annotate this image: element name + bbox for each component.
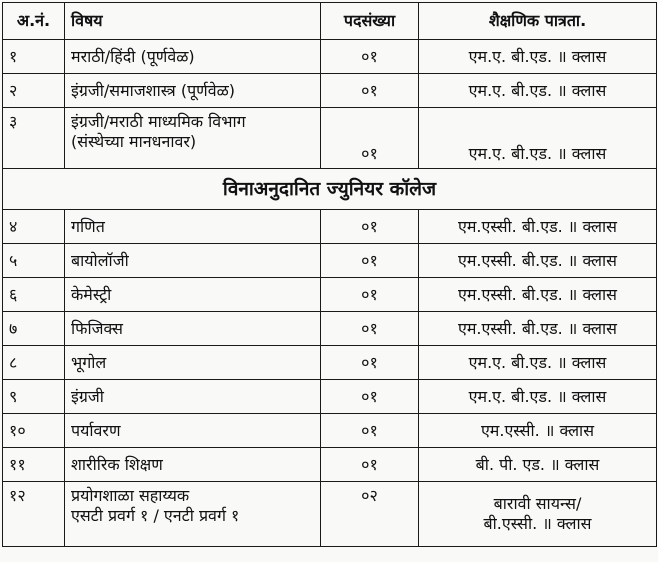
row-subject: बायोलॉजी [65, 244, 321, 278]
row-qualification: एम.एस्सी. ॥ क्लास [419, 414, 657, 448]
row-number: ११ [3, 448, 65, 482]
table-row [3, 346, 657, 380]
table-row [3, 278, 657, 312]
row-subject: पर्यावरण [65, 414, 321, 448]
section-title: विनाअनुदानित ज्युनियर कॉलेज [3, 169, 657, 210]
row-subject-line-1: प्रयोगशाळा सहाय्यक [71, 486, 190, 505]
table-row [3, 380, 657, 414]
row-qualification: एम.ए. बी.एड. ॥ क्लास [419, 40, 657, 74]
row-posts: ०१ [321, 244, 419, 278]
row-number: ९ [3, 380, 65, 414]
header-subject: विषय [65, 3, 321, 40]
row-number: ४ [3, 210, 65, 244]
row-posts: ०१ [321, 108, 419, 169]
row-posts: ०१ [321, 448, 419, 482]
row-qualification: एम.ए. बी.एड. ॥ क्लास [419, 346, 657, 380]
row-qualification [419, 482, 657, 547]
row-qualification: एम.एस्सी. बी.एड. ॥ क्लास [419, 312, 657, 346]
row-qualification-line-2: बी.एस्सी. ॥ क्लास [483, 514, 592, 533]
row-subject: शारीरिक शिक्षण [65, 448, 321, 482]
row-qualification: एम.एस्सी. बी.एड. ॥ क्लास [419, 244, 657, 278]
row-posts: ०१ [321, 210, 419, 244]
row-number: १ [3, 40, 65, 74]
row-posts: ०१ [321, 380, 419, 414]
vacancy-table [2, 2, 657, 547]
row-qualification: बी. पी. एड. ॥ क्लास [419, 448, 657, 482]
row-qualification: एम.एस्सी. बी.एड. ॥ क्लास [419, 278, 657, 312]
row-number: १० [3, 414, 65, 448]
row-qualification-line-1: बारावी सायन्स/ [493, 494, 582, 513]
row-subject [65, 108, 321, 169]
row-subject: मराठी/हिंदी (पूर्णवेळ) [65, 40, 321, 74]
table-row [3, 244, 657, 278]
row-subject: गणित [65, 210, 321, 244]
row-subject: इंग्रजी [65, 380, 321, 414]
row-subject-line-1: इंग्रजी/मराठी माध्यमिक विभाग [71, 112, 246, 131]
row-posts: ०१ [321, 312, 419, 346]
row-posts: ०१ [321, 346, 419, 380]
row-subject: केमेस्ट्री [65, 278, 321, 312]
header-qualification: शैक्षणिक पात्रता. [419, 3, 657, 40]
table-row [3, 108, 657, 169]
row-posts: ०१ [321, 414, 419, 448]
row-number: ३ [3, 108, 65, 169]
table-row [3, 210, 657, 244]
row-posts: ०१ [321, 74, 419, 108]
section-row [3, 169, 657, 210]
row-qualification: एम.ए. बी.एड. ॥ क्लास [419, 380, 657, 414]
row-qualification: एम.एस्सी. बी.एड. ॥ क्लास [419, 210, 657, 244]
row-subject-line-2: (संस्थेच्या मानधनावर) [71, 132, 197, 151]
row-number: ५ [3, 244, 65, 278]
table-row [3, 312, 657, 346]
row-number: ७ [3, 312, 65, 346]
table-row [3, 74, 657, 108]
table-header-row [3, 3, 657, 40]
row-number: २ [3, 74, 65, 108]
table-row [3, 40, 657, 74]
row-number: ६ [3, 278, 65, 312]
row-subject: फिजिक्स [65, 312, 321, 346]
header-serial-number: अ.नं. [3, 3, 65, 40]
table-row [3, 448, 657, 482]
row-posts: ०१ [321, 278, 419, 312]
header-posts: पदसंख्या [321, 3, 419, 40]
row-subject [65, 482, 321, 547]
row-subject: भूगोल [65, 346, 321, 380]
table-row [3, 482, 657, 547]
row-qualification: एम.ए. बी.एड. ॥ क्लास [419, 74, 657, 108]
row-posts: ०१ [321, 40, 419, 74]
row-subject: इंग्रजी/समाजशास्त्र (पूर्णवेळ) [65, 74, 321, 108]
row-number: ८ [3, 346, 65, 380]
row-qualification: एम.ए. बी.एड. ॥ क्लास [419, 108, 657, 169]
table-row [3, 414, 657, 448]
row-subject-line-2: एसटी प्रवर्ग १ / एनटी प्रवर्ग १ [71, 506, 240, 525]
row-posts: ०२ [321, 482, 419, 547]
row-number: १२ [3, 482, 65, 547]
